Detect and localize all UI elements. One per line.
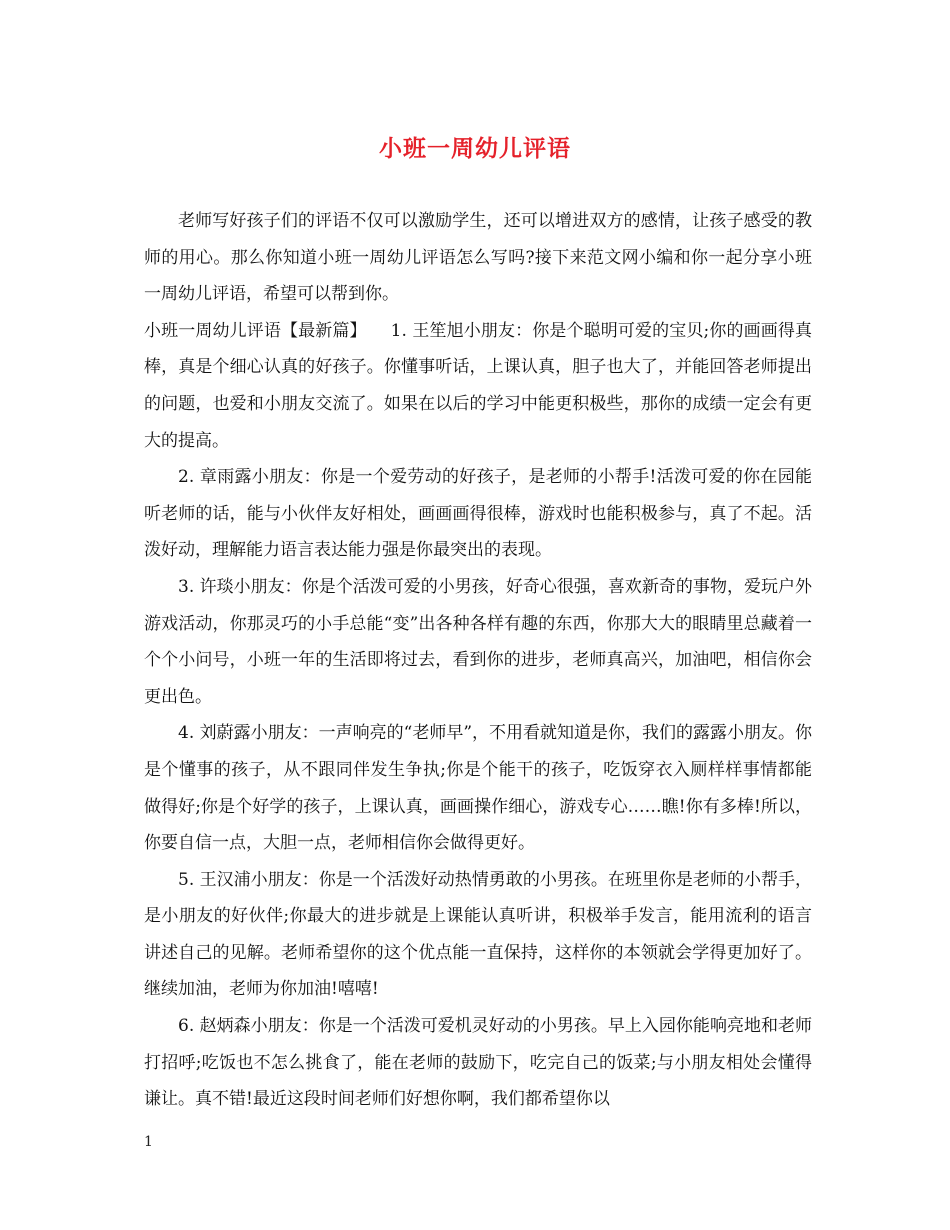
section-heading-line [144, 313, 812, 459]
document-body [144, 203, 812, 1118]
comment-paragraph-3: 3. 许琰小朋友：你是个活泼可爱的小男孩，好奇心很强，喜欢新奇的事物，爱玩户外游戏活动，你那灵巧的小手总能“变”出各种各样有趣的东西，你那大大的眼睛里总藏着一个个小问号，小班一年的生活即将过去，看到你的进步，老师真高兴，加油吧，相信你会更出色。 [144, 576, 812, 707]
comment-paragraph-4: 4. 刘蔚露小朋友：一声响亮的“老师早”，不用看就知道是你，我们的露露小朋友。你是个懂事的孩子，从不跟同伴发生争执;你是个能干的孩子，吃饭穿衣入厕样样事情都能做得好;你是个好学的孩子，上课认真，画画操作细心，游戏专心……瞧!你有多棒!所以，你要自信一点，大胆一点，老师相信你会做得更好。 [144, 723, 813, 854]
section-heading: 小班一周幼儿评语【最新篇】 [144, 320, 367, 341]
comment-paragraph-1: 1. 王笙旭小朋友：你是个聪明可爱的宝贝;你的画画得真棒，真是个细心认真的好孩子。你懂事听话，上课认真，胆子也大了，并能回答老师提出的问题，也爱和小朋友交流了。如果在以后的学习中能更积极些，那你的成绩一定会有更大的提高。 [144, 320, 813, 451]
comment-paragraph-6: 6. 赵炳森小朋友：你是一个活泼可爱机灵好动的小男孩。早上入园你能响亮地和老师打招呼;吃饭也不怎么挑食了，能在老师的鼓励下，吃完自己的饭菜;与小朋友相处会懂得谦让。真不错!最近这段时间老师们好想你啊，我们都希望你以 [144, 1016, 812, 1110]
comment-paragraph-5: 5. 王汉浦小朋友：你是一个活泼好动热情勇敢的小男孩。在班里你是老师的小帮手，是小朋友的好伙伴;你最大的进步就是上课能认真听讲，积极举手发言，能用流利的语言讲述自己的见解。老师希望你的这个优点能一直保持，这样你的本领就会学得更加好了。继续加油，老师为你加油!嘻嘻! [144, 869, 812, 1000]
intro-paragraph: 老师写好孩子们的评语不仅可以激励学生，还可以增进双方的感情，让孩子感受的教师的用心。那么你知道小班一周幼儿评语怎么写吗?接下来范文网小编和你一起分享小班一周幼儿评语，希望可以帮到你。 [144, 211, 812, 305]
document-title: 小班一周幼儿评语 [379, 135, 571, 162]
page-number: 1 [144, 1134, 153, 1150]
comment-paragraph-2: 2. 章雨露小朋友：你是一个爱劳动的好孩子，是老师的小帮手!活泼可爱的你在园能听老师的话，能与小伙伴友好相处，画画画得很棒，游戏时也能积极参与，真了不起。活泼好动，理解能力语言表达能力强是你最突出的表现。 [144, 467, 812, 561]
